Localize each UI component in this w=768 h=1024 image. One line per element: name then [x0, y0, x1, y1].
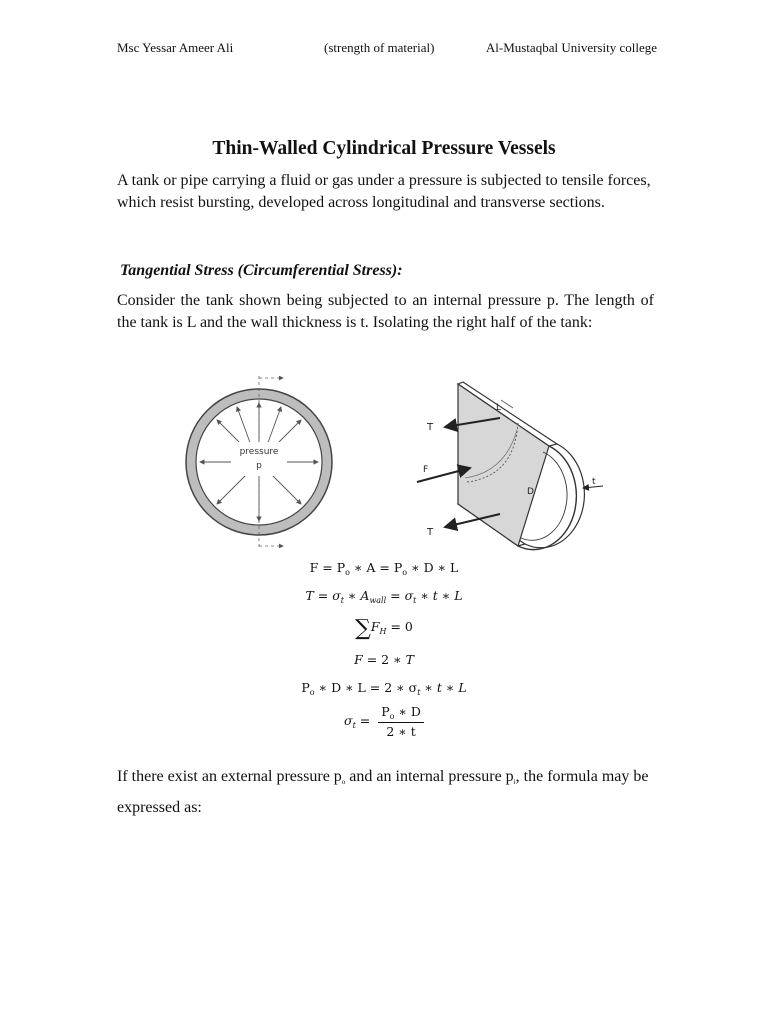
pressure-ring-figure	[175, 376, 345, 548]
equation-f-equals-2t: F = 2 ∗ T	[354, 652, 414, 667]
closing-paragraph: If there exist an external pressure po and an internal pressure pi, the formula may be expressed as:	[117, 768, 649, 816]
header-subject: (strength of material)	[324, 40, 435, 55]
ring-label-pressure: pressure	[239, 447, 279, 457]
header-author: Msc Yessar Ameer Ali	[117, 40, 234, 55]
fraction: $\frac{P_o ∗ D}{2 ∗ t}$	[378, 704, 424, 739]
label-T-top: T	[427, 422, 434, 433]
label-L: L	[496, 403, 502, 413]
section-paragraph: Consider the tank shown being subjected to an internal pressure p. The length of the tank is L and the wall thickness is t. Isolating the right half of the tank:	[117, 292, 654, 331]
header-college: Al-Mustaqbal University college	[485, 40, 657, 55]
label-D: D	[527, 487, 534, 497]
equation-tension: $T = \sigma_t$ ∗ $A_{wall} = \sigma_t$ ∗ t ∗ L	[305, 588, 463, 605]
page-header	[117, 40, 657, 60]
summation-icon: ∑	[355, 616, 371, 641]
half-cylinder-figure	[405, 372, 630, 554]
label-t: t	[592, 477, 596, 487]
section-heading: Tangential Stress (Circumferential Stress):	[120, 262, 403, 279]
intro-paragraph: A tank or pipe carrying a fluid or gas under a pressure is subjected to tensile forces, which resist bursting, developed across longitudinal and transverse sections.	[117, 172, 651, 211]
label-F: F	[423, 465, 429, 475]
equation-balance: $P_o$ ∗ D ∗ L = 2 ∗ $\sigma_t$ ∗ t ∗ L	[301, 680, 467, 697]
page-title: Thin-Walled Cylindrical Pressure Vessels	[212, 138, 556, 159]
ring-label-p: p	[256, 461, 262, 471]
label-T-bottom: T	[427, 527, 434, 538]
equation-sum-forces: $\sum F_H = 0$	[355, 616, 413, 641]
equation-sigma-t: $\sigma_t$ = $\frac{P_o ∗ D}{2 ∗ t}$	[234, 704, 534, 739]
equation-force: $F = P_o$ ∗ $A = P_o$ ∗ D ∗ L	[309, 560, 459, 577]
